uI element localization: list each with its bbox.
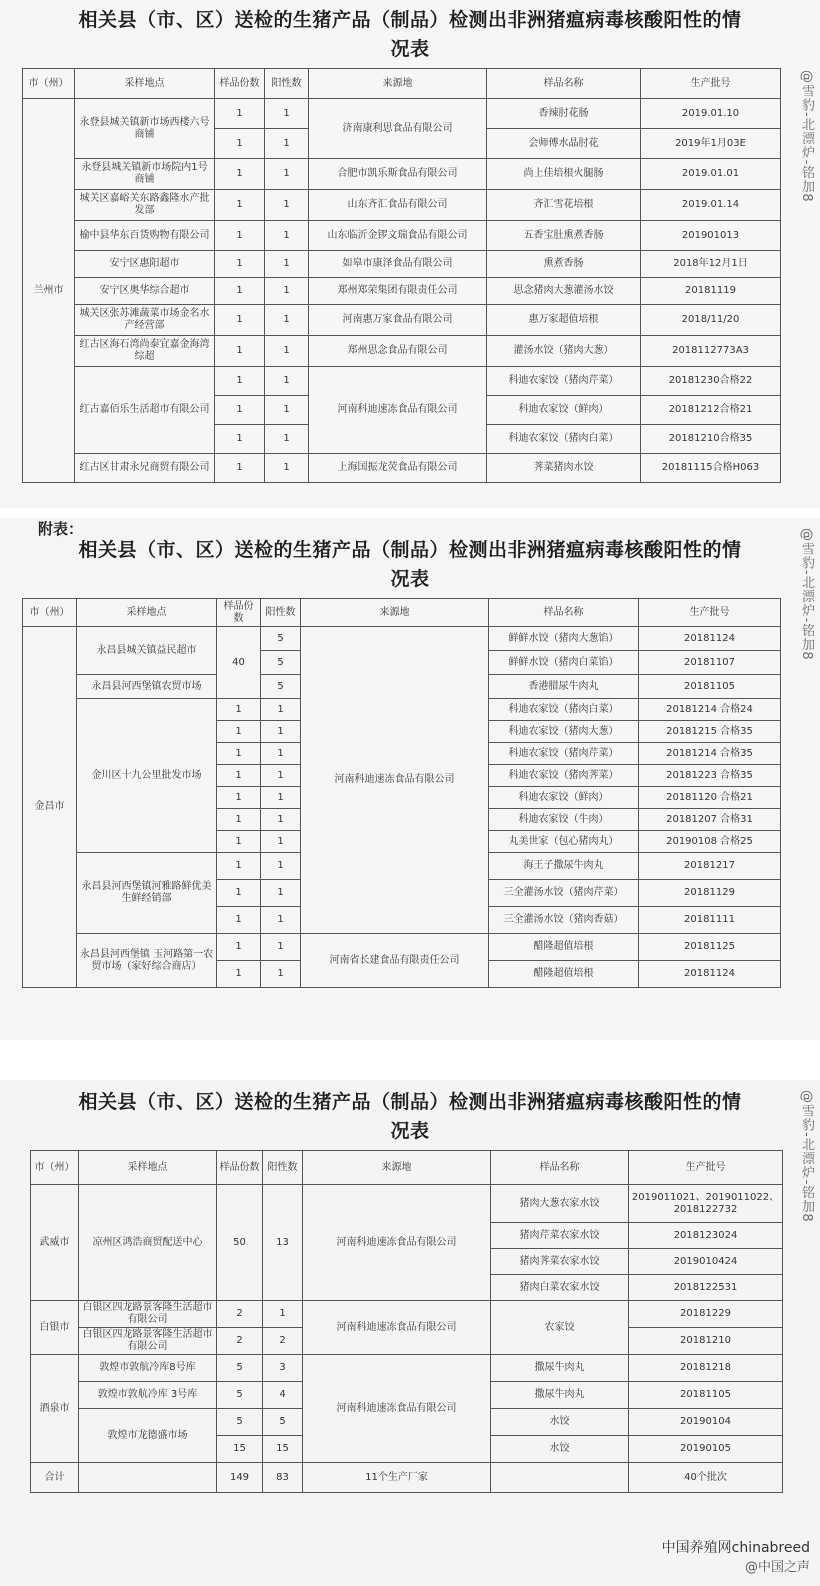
total-positive: 83 [263, 1463, 303, 1493]
samples-cell: 1 [215, 251, 265, 278]
location-cell: 金川区十九公里批发市场 [77, 699, 217, 853]
positive-cell: 1 [265, 190, 309, 221]
title-line-1: 相关县（市、区）送检的生猪产品（制品）检测出非洲猪瘟病毒核酸阳性的情 [78, 539, 742, 561]
location-cell: 永昌县城关镇益民超市 [77, 627, 217, 675]
name-cell: 水饺 [491, 1409, 629, 1436]
sheet-3-table [30, 1150, 783, 1493]
positive-cell: 1 [261, 787, 301, 809]
header-city: 市（州） [23, 69, 75, 99]
positive-cell: 1 [261, 907, 301, 934]
table-row [31, 1355, 783, 1382]
header-sample-count: 样品份数 [217, 599, 261, 627]
city-cell: 金昌市 [23, 627, 77, 988]
name-cell: 科迪农家饺（猪肉白菜） [489, 699, 639, 721]
name-cell: 科迪农家饺（猪肉大葱） [489, 721, 639, 743]
positive-cell: 5 [261, 627, 301, 651]
positive-cell: 1 [265, 99, 309, 129]
batch-cell: 20181210 [629, 1328, 783, 1355]
footer-source: 中国养殖网chinabreed [661, 1540, 810, 1556]
positive-cell: 5 [261, 675, 301, 699]
city-cell: 白银市 [31, 1301, 79, 1355]
positive-cell: 1 [265, 425, 309, 454]
location-cell: 白银区四龙路景客隆生活超市有限公司 [79, 1328, 217, 1355]
name-cell: 猪肉荠菜农家水饺 [491, 1249, 629, 1275]
location-cell: 永登县城关镇新市场西楼六号商铺 [75, 99, 215, 159]
header-source: 来源地 [303, 1151, 491, 1185]
header-positive-count: 阳性数 [261, 599, 301, 627]
batch-cell: 20181115合格H063 [641, 454, 781, 483]
batch-cell: 201901013 [641, 221, 781, 251]
location-cell: 安宁区惠阳超市 [75, 251, 215, 278]
source-cell: 河南科迪速冻食品有限公司 [303, 1355, 491, 1463]
name-cell: 尚上佳培根火腿肠 [487, 159, 641, 190]
batch-cell: 20181107 [639, 651, 781, 675]
positive-cell: 2 [263, 1328, 303, 1355]
positive-cell: 1 [265, 159, 309, 190]
name-cell: 会师傅水晶肘花 [487, 129, 641, 159]
watermark: @雪豹-北漂炉-铭加8 [799, 1090, 814, 1223]
batch-cell: 20181124 [639, 961, 781, 988]
samples-cell: 1 [217, 961, 261, 988]
table-row [23, 934, 781, 961]
name-cell: 齐汇雪花培根 [487, 190, 641, 221]
source-cell: 济南康利思食品有限公司 [309, 99, 487, 159]
samples-cell: 1 [217, 787, 261, 809]
samples-cell: 1 [217, 743, 261, 765]
header-batch: 生产批号 [629, 1151, 783, 1185]
batch-cell: 20181125 [639, 934, 781, 961]
header-sample-name: 样品名称 [491, 1151, 629, 1185]
location-cell: 永登县城关镇新市场院内1号商铺 [75, 159, 215, 190]
table-row [23, 190, 781, 221]
location-cell: 城关区张苏滩蔬菜市场金名水产经营部 [75, 305, 215, 336]
source-cell: 河南惠万家食品有限公司 [309, 305, 487, 336]
positive-cell: 1 [261, 721, 301, 743]
location-cell: 永昌县河西堡镇 玉河路第一农贸市场（家好综合商店） [77, 934, 217, 988]
name-cell: 灌汤水饺（猪肉大葱） [487, 336, 641, 367]
watermark: @雪豹-北漂炉-铭加8 [799, 528, 814, 661]
appendix-label: 附表： [38, 520, 84, 538]
title-line-2: 况表 [390, 1120, 430, 1142]
batch-cell: 20181105 [629, 1382, 783, 1409]
batch-cell: 2018年12月1日 [641, 251, 781, 278]
batch-cell: 20181129 [639, 880, 781, 907]
positive-cell: 1 [265, 305, 309, 336]
samples-cell: 1 [215, 159, 265, 190]
source-cell: 河南科迪速冻食品有限公司 [309, 367, 487, 454]
positive-cell: 1 [261, 743, 301, 765]
samples-cell: 1 [217, 699, 261, 721]
table-row [23, 367, 781, 396]
source-cell: 山东齐汇食品有限公司 [309, 190, 487, 221]
title-line-2: 况表 [390, 568, 430, 590]
samples-cell: 1 [217, 831, 261, 853]
table-row [31, 1185, 783, 1223]
location-cell: 榆中县华东百货购物有限公司 [75, 221, 215, 251]
watermark: @雪豹-北漂炉-铭加8 [799, 70, 814, 203]
name-cell: 海王子撒尿牛肉丸 [489, 853, 639, 880]
location-cell: 敦煌市敦航冷库8号库 [79, 1355, 217, 1382]
name-cell: 科迪农家饺（猪肉芹菜） [487, 367, 641, 396]
batch-cell: 20181223 合格35 [639, 765, 781, 787]
batch-cell: 20181207 合格31 [639, 809, 781, 831]
total-source: 11个生产厂家 [303, 1463, 491, 1493]
samples-cell: 1 [215, 305, 265, 336]
name-cell: 荠菜猪肉水饺 [487, 454, 641, 483]
name-cell: 科迪农家饺（猪肉白菜） [487, 425, 641, 454]
samples-cell: 1 [217, 907, 261, 934]
location-cell: 凉州区鸿浩商贸配送中心 [79, 1185, 217, 1301]
batch-cell: 20190105 [629, 1436, 783, 1463]
samples-cell: 1 [217, 880, 261, 907]
positive-cell: 1 [261, 765, 301, 787]
source-cell: 河南科迪速冻食品有限公司 [301, 627, 489, 934]
name-cell: 水饺 [491, 1436, 629, 1463]
total-location-cell [79, 1463, 217, 1493]
samples-cell: 1 [215, 129, 265, 159]
name-cell: 三全灌汤水饺（猪肉香菇） [489, 907, 639, 934]
samples-cell: 1 [215, 190, 265, 221]
samples-cell: 1 [215, 278, 265, 305]
header-sample-count: 样品份数 [217, 1151, 263, 1185]
name-cell: 香港腊尿牛肉丸 [489, 675, 639, 699]
city-cell: 武威市 [31, 1185, 79, 1301]
source-cell: 河南科迪速冻食品有限公司 [303, 1301, 491, 1355]
city-cell: 酒泉市 [31, 1355, 79, 1463]
positive-cell: 1 [265, 396, 309, 425]
batch-cell: 2019.01.10 [641, 99, 781, 129]
total-label: 合计 [31, 1463, 79, 1493]
samples-cell: 1 [215, 396, 265, 425]
location-cell: 白银区四龙路景客隆生活超市有限公司 [79, 1301, 217, 1328]
name-cell: 科迪农家饺（猪肉荠菜） [489, 765, 639, 787]
batch-cell: 2019.01.14 [641, 190, 781, 221]
samples-cell: 5 [217, 1382, 263, 1409]
header-location: 采样地点 [75, 69, 215, 99]
batch-cell: 20181217 [639, 853, 781, 880]
sheet-1-table [22, 68, 781, 483]
header-positive-count: 阳性数 [265, 69, 309, 99]
title-line-2: 况表 [390, 38, 430, 60]
city-cell: 兰州市 [23, 99, 75, 483]
location-cell: 永昌县河西堡镇河雅路鲜优美生鲜经销部 [77, 853, 217, 934]
batch-cell: 2019年1月03E [641, 129, 781, 159]
positive-cell: 1 [261, 831, 301, 853]
samples-cell: 1 [217, 934, 261, 961]
source-cell: 合肥市凯乐斯食品有限公司 [309, 159, 487, 190]
batch-cell: 20181214 合格35 [639, 743, 781, 765]
name-cell: 熏煮香肠 [487, 251, 641, 278]
sheet-3-title [0, 1088, 820, 1146]
header-batch: 生产批号 [641, 69, 781, 99]
title-line-1: 相关县（市、区）送检的生猪产品（制品）检测出非洲猪瘟病毒核酸阳性的情 [78, 9, 742, 31]
batch-cell: 2018112773A3 [641, 336, 781, 367]
source-cell: 郑州郑荣集团有限责任公司 [309, 278, 487, 305]
samples-cell: 1 [215, 336, 265, 367]
samples-cell: 2 [217, 1328, 263, 1355]
batch-cell: 20181218 [629, 1355, 783, 1382]
batch-cell: 20181214 合格24 [639, 699, 781, 721]
table-row [23, 221, 781, 251]
batch-cell: 20181229 [629, 1301, 783, 1328]
positive-cell: 1 [265, 278, 309, 305]
location-cell: 红古嘉佰乐生活超市有限公司 [75, 367, 215, 454]
positive-cell: 1 [263, 1301, 303, 1328]
location-cell: 城关区嘉峪关东路鑫隆水产批发部 [75, 190, 215, 221]
positive-cell: 5 [263, 1409, 303, 1436]
title-line-1: 相关县（市、区）送检的生猪产品（制品）检测出非洲猪瘟病毒核酸阳性的情 [78, 1091, 742, 1113]
batch-cell: 2019.01.01 [641, 159, 781, 190]
samples-cell: 1 [217, 809, 261, 831]
samples-cell: 1 [215, 221, 265, 251]
name-cell: 科迪农家饺（鲜肉） [487, 396, 641, 425]
sheet-1 [0, 0, 820, 508]
table-row [23, 454, 781, 483]
samples-cell: 1 [217, 765, 261, 787]
batch-cell: 2018/11/20 [641, 305, 781, 336]
name-cell: 醋隆超值培根 [489, 934, 639, 961]
table-row [23, 159, 781, 190]
positive-cell: 1 [265, 367, 309, 396]
name-cell: 撒尿牛肉丸 [491, 1382, 629, 1409]
batch-cell: 2018122531 [629, 1275, 783, 1301]
positive-cell: 1 [261, 961, 301, 988]
name-cell: 五香宝肚熏煮香肠 [487, 221, 641, 251]
batch-cell: 20181212合格21 [641, 396, 781, 425]
location-cell: 永昌县河西堡镇农贸市场 [77, 675, 217, 699]
samples-cell: 1 [217, 853, 261, 880]
name-cell: 醋隆超值培根 [489, 961, 639, 988]
table-row [23, 627, 781, 651]
sheet-2-title [0, 536, 820, 594]
location-cell: 敦煌市龙德盛市场 [79, 1409, 217, 1463]
samples-cell: 5 [217, 1355, 263, 1382]
batch-cell: 2019010424 [629, 1249, 783, 1275]
batch-cell: 20190108 合格25 [639, 831, 781, 853]
positive-cell: 15 [263, 1436, 303, 1463]
batch-cell: 20181111 [639, 907, 781, 934]
positive-cell: 1 [265, 454, 309, 483]
footer-handle: @中国之声 [744, 1560, 810, 1575]
location-cell: 安宁区奥华综合超市 [75, 278, 215, 305]
samples-cell: 50 [217, 1185, 263, 1301]
positive-cell: 1 [261, 853, 301, 880]
positive-cell: 1 [261, 699, 301, 721]
name-cell: 香辣肘花肠 [487, 99, 641, 129]
name-cell: 鲜鲜水饺（猪肉白菜馅） [489, 651, 639, 675]
location-cell: 敦煌市敦航冷库 3号库 [79, 1382, 217, 1409]
batch-cell: 20181105 [639, 675, 781, 699]
name-cell: 思念猪肉大葱灌汤水饺 [487, 278, 641, 305]
header-source: 来源地 [309, 69, 487, 99]
source-cell: 山东临沂金锣文瑞食品有限公司 [309, 221, 487, 251]
name-cell: 猪肉白菜农家水饺 [491, 1275, 629, 1301]
table-row [23, 251, 781, 278]
positive-cell: 1 [265, 221, 309, 251]
name-cell: 猪肉芹菜农家水饺 [491, 1223, 629, 1249]
positive-cell: 3 [263, 1355, 303, 1382]
positive-cell: 4 [263, 1382, 303, 1409]
positive-cell: 1 [261, 934, 301, 961]
name-cell: 鲜鲜水饺（猪肉大葱馅） [489, 627, 639, 651]
positive-cell: 5 [261, 651, 301, 675]
batch-cell: 20181124 [639, 627, 781, 651]
table-row [23, 99, 781, 129]
name-cell: 撒尿牛肉丸 [491, 1355, 629, 1382]
sheet-1-title [0, 6, 820, 64]
source-cell: 河南省长建食品有限责任公司 [301, 934, 489, 988]
source-cell: 上海国振龙荧食品有限公司 [309, 454, 487, 483]
samples-cell: 2 [217, 1301, 263, 1328]
samples-cell: 1 [215, 454, 265, 483]
location-cell: 红古区甘肃永兄商贸有限公司 [75, 454, 215, 483]
header-city: 市（州） [23, 599, 77, 627]
total-row [31, 1463, 783, 1493]
sheet-2-table [22, 598, 781, 988]
sheet-3 [0, 1080, 820, 1586]
table-row [31, 1301, 783, 1328]
batch-cell: 20190104 [629, 1409, 783, 1436]
batch-cell: 20181210合格35 [641, 425, 781, 454]
header-sample-count: 样品份数 [215, 69, 265, 99]
samples-cell: 1 [215, 99, 265, 129]
batch-cell: 20181119 [641, 278, 781, 305]
name-cell: 科迪农家饺（牛肉） [489, 809, 639, 831]
batch-cell: 20181215 合格35 [639, 721, 781, 743]
name-cell: 三全灌汤水饺（猪肉芹菜） [489, 880, 639, 907]
header-location: 采样地点 [77, 599, 217, 627]
total-samples: 149 [217, 1463, 263, 1493]
samples-cell: 15 [217, 1436, 263, 1463]
batch-cell: 20181120 合格21 [639, 787, 781, 809]
name-cell: 农家饺 [491, 1301, 629, 1355]
positive-cell: 1 [261, 880, 301, 907]
name-cell: 科迪农家饺（猪肉芹菜） [489, 743, 639, 765]
positive-cell: 1 [265, 129, 309, 159]
header-source: 来源地 [301, 599, 489, 627]
samples-cell: 1 [215, 367, 265, 396]
header-batch: 生产批号 [639, 599, 781, 627]
location-cell: 红古区海石湾尚泰宜嘉金海湾综超 [75, 336, 215, 367]
header-sample-name: 样品名称 [487, 69, 641, 99]
table-row [23, 305, 781, 336]
source-cell: 郑州思念食品有限公司 [309, 336, 487, 367]
header-location: 采样地点 [79, 1151, 217, 1185]
source-cell: 河南科迪速冻食品有限公司 [303, 1185, 491, 1301]
header-positive-count: 阳性数 [263, 1151, 303, 1185]
positive-cell: 1 [265, 336, 309, 367]
footer-credit [662, 1538, 810, 1578]
total-batch: 40个批次 [629, 1463, 783, 1493]
header-sample-name: 样品名称 [489, 599, 639, 627]
source-cell: 如皋市康泽食品有限公司 [309, 251, 487, 278]
sheet-2 [0, 518, 820, 1040]
total-name-cell [491, 1463, 629, 1493]
positive-cell: 1 [265, 251, 309, 278]
samples-cell: 5 [217, 1409, 263, 1436]
positive-cell: 1 [261, 809, 301, 831]
samples-cell: 1 [215, 425, 265, 454]
batch-cell: 2019011021、2019011022、2018122732 [629, 1185, 783, 1223]
table-row [23, 278, 781, 305]
header-city: 市（州） [31, 1151, 79, 1185]
name-cell: 科迪农家饺（鲜肉） [489, 787, 639, 809]
name-cell: 丸美世家（包心猪肉丸） [489, 831, 639, 853]
table-row [23, 336, 781, 367]
name-cell: 惠万家超值培根 [487, 305, 641, 336]
name-cell: 猪肉大葱农家水饺 [491, 1185, 629, 1223]
batch-cell: 20181230合格22 [641, 367, 781, 396]
positive-cell: 13 [263, 1185, 303, 1301]
batch-cell: 2018123024 [629, 1223, 783, 1249]
samples-cell: 40 [217, 627, 261, 699]
samples-cell: 1 [217, 721, 261, 743]
